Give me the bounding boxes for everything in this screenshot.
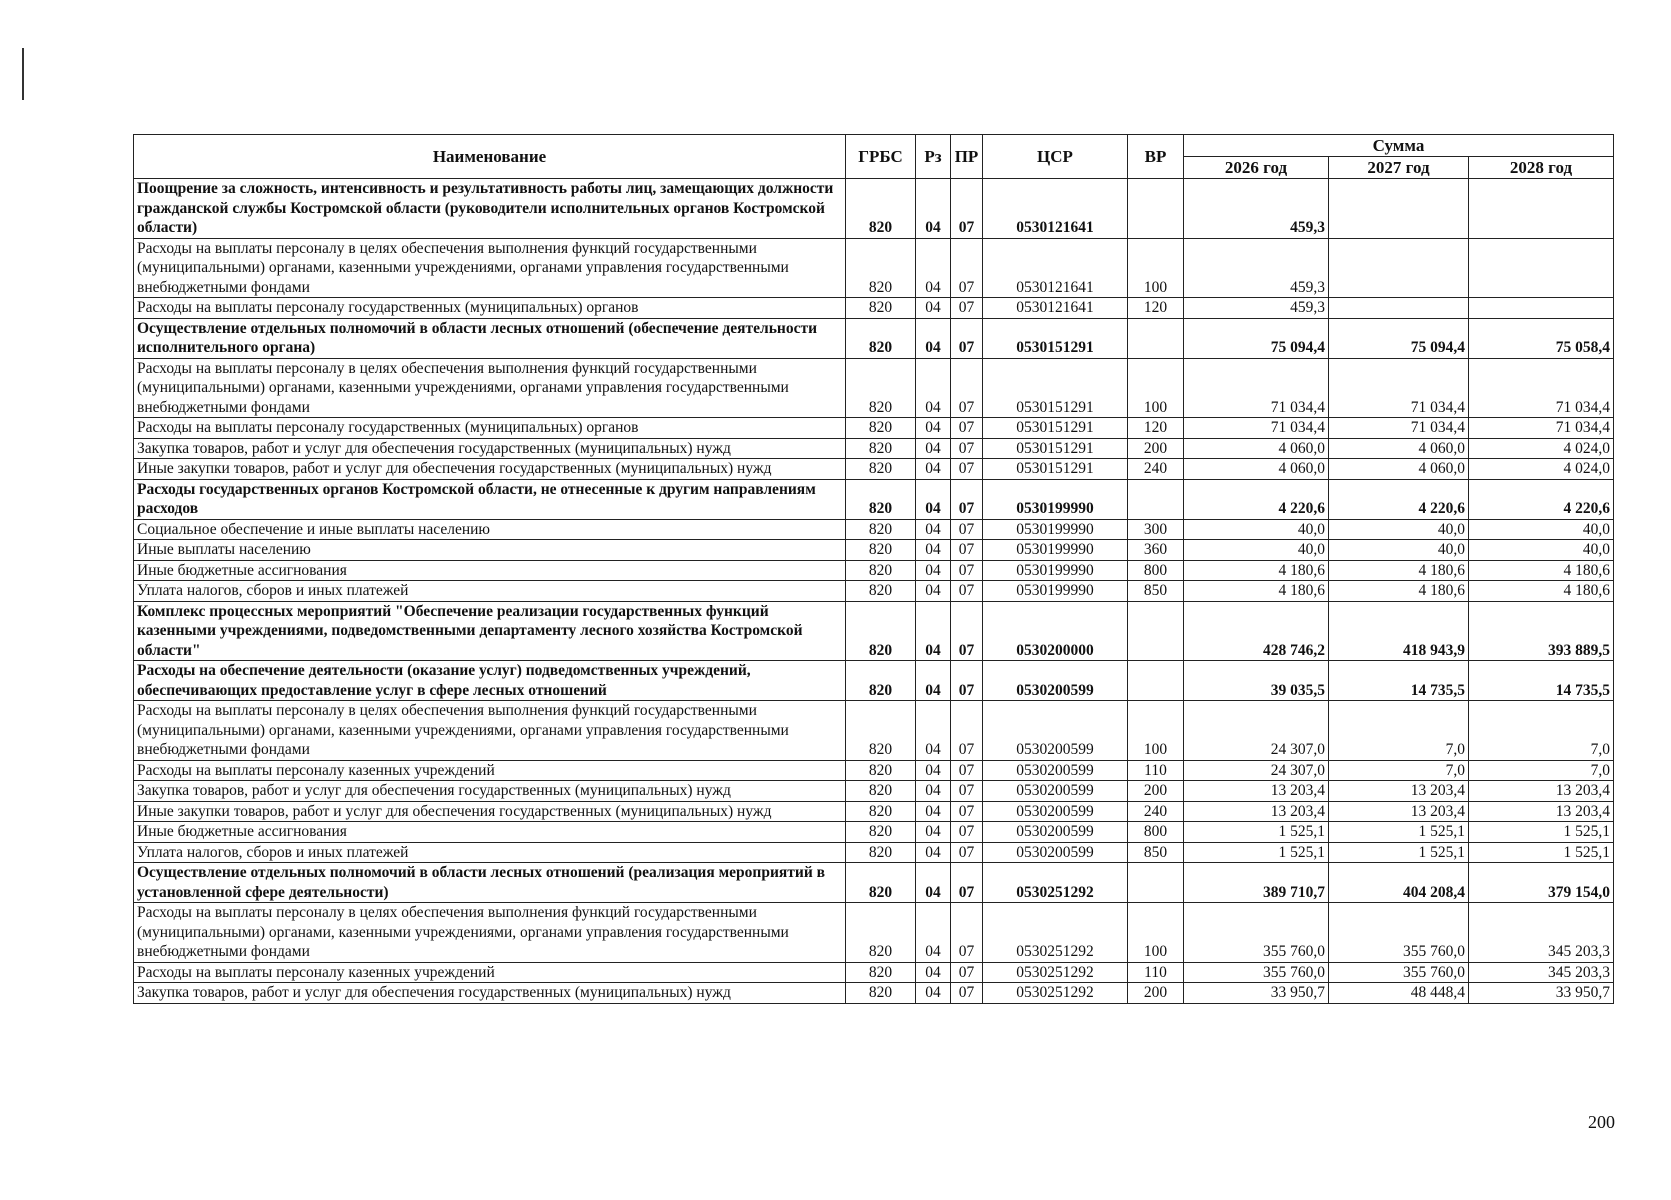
cell-sum-2027: 4 220,6 xyxy=(1329,479,1469,519)
cell-grbs: 820 xyxy=(846,760,916,781)
cell-rz: 04 xyxy=(916,781,951,802)
table-row xyxy=(134,842,1614,863)
cell-grbs: 820 xyxy=(846,601,916,661)
cell-sum-2026: 75 094,4 xyxy=(1184,318,1329,358)
header-year-2027: 2027 год xyxy=(1329,157,1469,179)
table-row xyxy=(134,781,1614,802)
cell-grbs: 820 xyxy=(846,318,916,358)
cell-sum-2027: 355 760,0 xyxy=(1329,962,1469,983)
cell-sum-2028: 13 203,4 xyxy=(1469,781,1614,802)
cell-sum-2027 xyxy=(1329,238,1469,298)
cell-sum-2026: 355 760,0 xyxy=(1184,962,1329,983)
cell-sum-2026: 71 034,4 xyxy=(1184,418,1329,439)
table-body xyxy=(134,179,1614,1004)
cell-vr: 100 xyxy=(1128,701,1184,761)
cell-sum-2027: 14 735,5 xyxy=(1329,661,1469,701)
table-row xyxy=(134,298,1614,319)
cell-csr: 0530251292 xyxy=(983,983,1128,1004)
cell-rz: 04 xyxy=(916,418,951,439)
cell-sum-2027: 71 034,4 xyxy=(1329,358,1469,418)
header-year-2026: 2026 год xyxy=(1184,157,1329,179)
cell-csr: 0530200599 xyxy=(983,801,1128,822)
cell-vr: 120 xyxy=(1128,298,1184,319)
table-row xyxy=(134,801,1614,822)
cell-csr: 0530121641 xyxy=(983,298,1128,319)
cell-grbs: 820 xyxy=(846,179,916,239)
cell-csr: 0530121641 xyxy=(983,179,1128,239)
cell-pr: 07 xyxy=(951,540,983,561)
cell-vr: 850 xyxy=(1128,842,1184,863)
cell-sum-2026: 24 307,0 xyxy=(1184,760,1329,781)
cell-pr: 07 xyxy=(951,418,983,439)
cell-vr xyxy=(1128,479,1184,519)
header-year-2028: 2028 год xyxy=(1469,157,1614,179)
cell-rz: 04 xyxy=(916,962,951,983)
cell-pr: 07 xyxy=(951,318,983,358)
table-row xyxy=(134,601,1614,661)
cell-grbs: 820 xyxy=(846,661,916,701)
table-row xyxy=(134,519,1614,540)
cell-sum-2028: 40,0 xyxy=(1469,519,1614,540)
cell-csr: 0530151291 xyxy=(983,418,1128,439)
cell-sum-2028: 393 889,5 xyxy=(1469,601,1614,661)
cell-sum-2026: 1 525,1 xyxy=(1184,822,1329,843)
header-rz: Рз xyxy=(916,135,951,179)
cell-sum-2027: 355 760,0 xyxy=(1329,903,1469,963)
cell-sum-2028: 4 220,6 xyxy=(1469,479,1614,519)
cell-rz: 04 xyxy=(916,581,951,602)
table-row xyxy=(134,760,1614,781)
table-row xyxy=(134,560,1614,581)
cell-csr: 0530199990 xyxy=(983,540,1128,561)
cell-sum-2027: 40,0 xyxy=(1329,519,1469,540)
cell-grbs: 820 xyxy=(846,903,916,963)
cell-sum-2027: 4 060,0 xyxy=(1329,438,1469,459)
cell-name: Иные выплаты населению xyxy=(134,540,846,561)
cell-name: Иные закупки товаров, работ и услуг для обеспечения государственных (муниципальных) нужд xyxy=(134,801,846,822)
cell-pr: 07 xyxy=(951,842,983,863)
cell-name: Закупка товаров, работ и услуг для обеспечения государственных (муниципальных) нужд xyxy=(134,781,846,802)
cell-name: Расходы на выплаты персоналу в целях обеспечения выполнения функций государственными (муниципальными) органами, казенными учреждениями, органами управления государственными внебюджетными фондами xyxy=(134,358,846,418)
table-row xyxy=(134,822,1614,843)
cell-vr: 100 xyxy=(1128,358,1184,418)
cell-sum-2026: 389 710,7 xyxy=(1184,863,1329,903)
cell-vr: 200 xyxy=(1128,438,1184,459)
cell-sum-2026: 40,0 xyxy=(1184,519,1329,540)
cell-sum-2026: 459,3 xyxy=(1184,238,1329,298)
cell-pr: 07 xyxy=(951,822,983,843)
cell-sum-2026: 24 307,0 xyxy=(1184,701,1329,761)
budget-table xyxy=(133,134,1614,1004)
cell-csr: 0530251292 xyxy=(983,962,1128,983)
header-grbs: ГРБС xyxy=(846,135,916,179)
cell-sum-2028: 7,0 xyxy=(1469,760,1614,781)
cell-rz: 04 xyxy=(916,760,951,781)
cell-csr: 0530121641 xyxy=(983,238,1128,298)
cell-vr: 800 xyxy=(1128,822,1184,843)
cell-vr: 800 xyxy=(1128,560,1184,581)
cell-sum-2028: 4 024,0 xyxy=(1469,459,1614,480)
cell-csr: 0530200000 xyxy=(983,601,1128,661)
cell-csr: 0530200599 xyxy=(983,701,1128,761)
table-row xyxy=(134,459,1614,480)
table-row xyxy=(134,238,1614,298)
cell-sum-2027 xyxy=(1329,179,1469,239)
cell-sum-2027: 7,0 xyxy=(1329,701,1469,761)
page-number: 200 xyxy=(1588,1112,1615,1132)
cell-sum-2027: 71 034,4 xyxy=(1329,418,1469,439)
cell-sum-2027: 404 208,4 xyxy=(1329,863,1469,903)
cell-rz: 04 xyxy=(916,298,951,319)
cell-csr: 0530151291 xyxy=(983,459,1128,480)
table-row xyxy=(134,661,1614,701)
cell-vr xyxy=(1128,661,1184,701)
cell-rz: 04 xyxy=(916,863,951,903)
table-row xyxy=(134,318,1614,358)
cell-pr: 07 xyxy=(951,903,983,963)
cell-sum-2026: 4 180,6 xyxy=(1184,560,1329,581)
cell-grbs: 820 xyxy=(846,479,916,519)
cell-sum-2026: 355 760,0 xyxy=(1184,903,1329,963)
cell-sum-2026: 13 203,4 xyxy=(1184,801,1329,822)
margin-mark xyxy=(22,48,24,100)
cell-sum-2027: 48 448,4 xyxy=(1329,983,1469,1004)
cell-name: Расходы на выплаты персоналу государственных (муниципальных) органов xyxy=(134,418,846,439)
cell-sum-2027: 13 203,4 xyxy=(1329,801,1469,822)
cell-grbs: 820 xyxy=(846,418,916,439)
cell-sum-2027: 4 180,6 xyxy=(1329,560,1469,581)
cell-vr: 100 xyxy=(1128,903,1184,963)
table-row xyxy=(134,540,1614,561)
cell-pr: 07 xyxy=(951,983,983,1004)
cell-sum-2027: 418 943,9 xyxy=(1329,601,1469,661)
cell-sum-2026: 71 034,4 xyxy=(1184,358,1329,418)
cell-sum-2026: 13 203,4 xyxy=(1184,781,1329,802)
cell-name: Осуществление отдельных полномочий в области лесных отношений (обеспечение деятельности исполнительного органа) xyxy=(134,318,846,358)
cell-sum-2026: 40,0 xyxy=(1184,540,1329,561)
cell-name: Осуществление отдельных полномочий в области лесных отношений (реализация мероприятий в установленной сфере деятельности) xyxy=(134,863,846,903)
cell-name: Расходы на выплаты персоналу казенных учреждений xyxy=(134,760,846,781)
cell-sum-2027: 40,0 xyxy=(1329,540,1469,561)
cell-sum-2028 xyxy=(1469,298,1614,319)
cell-csr: 0530200599 xyxy=(983,781,1128,802)
cell-name: Иные бюджетные ассигнования xyxy=(134,822,846,843)
cell-csr: 0530199990 xyxy=(983,479,1128,519)
cell-sum-2026: 4 220,6 xyxy=(1184,479,1329,519)
cell-rz: 04 xyxy=(916,479,951,519)
table-row xyxy=(134,479,1614,519)
header-name: Наименование xyxy=(134,135,846,179)
cell-pr: 07 xyxy=(951,801,983,822)
cell-sum-2026: 459,3 xyxy=(1184,298,1329,319)
cell-sum-2028 xyxy=(1469,238,1614,298)
cell-grbs: 820 xyxy=(846,560,916,581)
cell-grbs: 820 xyxy=(846,519,916,540)
cell-rz: 04 xyxy=(916,560,951,581)
header-sum: Сумма xyxy=(1184,135,1614,157)
cell-grbs: 820 xyxy=(846,701,916,761)
table-row xyxy=(134,983,1614,1004)
cell-sum-2028: 345 203,3 xyxy=(1469,903,1614,963)
cell-grbs: 820 xyxy=(846,459,916,480)
cell-sum-2026: 1 525,1 xyxy=(1184,842,1329,863)
table-row xyxy=(134,962,1614,983)
cell-name: Расходы на выплаты персоналу в целях обеспечения выполнения функций государственными (муниципальными) органами, казенными учреждениями, органами управления государственными внебюджетными фондами xyxy=(134,238,846,298)
cell-sum-2027 xyxy=(1329,298,1469,319)
cell-csr: 0530200599 xyxy=(983,822,1128,843)
cell-sum-2028: 1 525,1 xyxy=(1469,822,1614,843)
cell-vr: 110 xyxy=(1128,760,1184,781)
cell-grbs: 820 xyxy=(846,983,916,1004)
cell-csr: 0530199990 xyxy=(983,560,1128,581)
table-row xyxy=(134,903,1614,963)
cell-rz: 04 xyxy=(916,358,951,418)
table-row xyxy=(134,581,1614,602)
table-row xyxy=(134,358,1614,418)
cell-sum-2028: 345 203,3 xyxy=(1469,962,1614,983)
cell-name: Уплата налогов, сборов и иных платежей xyxy=(134,842,846,863)
cell-vr: 240 xyxy=(1128,459,1184,480)
cell-name: Расходы на обеспечение деятельности (оказание услуг) подведомственных учреждений, обеспечивающих предоставление услуг в сфере лесных отношений xyxy=(134,661,846,701)
cell-grbs: 820 xyxy=(846,842,916,863)
cell-csr: 0530200599 xyxy=(983,760,1128,781)
cell-rz: 04 xyxy=(916,459,951,480)
cell-rz: 04 xyxy=(916,661,951,701)
cell-name: Иные закупки товаров, работ и услуг для обеспечения государственных (муниципальных) нужд xyxy=(134,459,846,480)
cell-csr: 0530151291 xyxy=(983,358,1128,418)
cell-rz: 04 xyxy=(916,801,951,822)
cell-sum-2028: 4 180,6 xyxy=(1469,581,1614,602)
cell-grbs: 820 xyxy=(846,438,916,459)
cell-csr: 0530151291 xyxy=(983,438,1128,459)
cell-grbs: 820 xyxy=(846,298,916,319)
header-vr: ВР xyxy=(1128,135,1184,179)
cell-vr xyxy=(1128,318,1184,358)
cell-pr: 07 xyxy=(951,863,983,903)
cell-sum-2026: 4 060,0 xyxy=(1184,438,1329,459)
cell-rz: 04 xyxy=(916,701,951,761)
cell-rz: 04 xyxy=(916,903,951,963)
cell-name: Уплата налогов, сборов и иных платежей xyxy=(134,581,846,602)
cell-rz: 04 xyxy=(916,238,951,298)
cell-pr: 07 xyxy=(951,438,983,459)
cell-vr: 100 xyxy=(1128,238,1184,298)
cell-pr: 07 xyxy=(951,962,983,983)
cell-sum-2028: 33 950,7 xyxy=(1469,983,1614,1004)
cell-vr: 110 xyxy=(1128,962,1184,983)
cell-csr: 0530251292 xyxy=(983,903,1128,963)
cell-name: Расходы на выплаты персоналу государственных (муниципальных) органов xyxy=(134,298,846,319)
cell-name: Расходы на выплаты персоналу казенных учреждений xyxy=(134,962,846,983)
header-csr: ЦСР xyxy=(983,135,1128,179)
cell-rz: 04 xyxy=(916,540,951,561)
table-row xyxy=(134,701,1614,761)
cell-pr: 07 xyxy=(951,760,983,781)
cell-name: Расходы на выплаты персоналу в целях обеспечения выполнения функций государственными (муниципальными) органами, казенными учреждениями, органами управления государственными внебюджетными фондами xyxy=(134,701,846,761)
table-row xyxy=(134,179,1614,239)
cell-pr: 07 xyxy=(951,479,983,519)
cell-pr: 07 xyxy=(951,519,983,540)
cell-pr: 07 xyxy=(951,701,983,761)
cell-rz: 04 xyxy=(916,318,951,358)
cell-vr: 240 xyxy=(1128,801,1184,822)
cell-pr: 07 xyxy=(951,298,983,319)
cell-sum-2027: 1 525,1 xyxy=(1329,822,1469,843)
cell-name: Расходы государственных органов Костромской области, не отнесенные к другим направлениям расходов xyxy=(134,479,846,519)
cell-sum-2027: 4 060,0 xyxy=(1329,459,1469,480)
cell-rz: 04 xyxy=(916,601,951,661)
table-row xyxy=(134,863,1614,903)
cell-grbs: 820 xyxy=(846,540,916,561)
cell-rz: 04 xyxy=(916,822,951,843)
cell-sum-2028: 379 154,0 xyxy=(1469,863,1614,903)
header-pr: ПР xyxy=(951,135,983,179)
cell-pr: 07 xyxy=(951,179,983,239)
cell-sum-2027: 13 203,4 xyxy=(1329,781,1469,802)
table-row xyxy=(134,438,1614,459)
cell-csr: 0530151291 xyxy=(983,318,1128,358)
cell-grbs: 820 xyxy=(846,822,916,843)
cell-sum-2026: 33 950,7 xyxy=(1184,983,1329,1004)
cell-sum-2028: 13 203,4 xyxy=(1469,801,1614,822)
cell-name: Закупка товаров, работ и услуг для обеспечения государственных (муниципальных) нужд xyxy=(134,438,846,459)
cell-grbs: 820 xyxy=(846,581,916,602)
cell-csr: 0530200599 xyxy=(983,661,1128,701)
cell-sum-2026: 459,3 xyxy=(1184,179,1329,239)
cell-vr: 360 xyxy=(1128,540,1184,561)
cell-name: Закупка товаров, работ и услуг для обеспечения государственных (муниципальных) нужд xyxy=(134,983,846,1004)
cell-sum-2028: 71 034,4 xyxy=(1469,358,1614,418)
cell-pr: 07 xyxy=(951,560,983,581)
cell-vr: 200 xyxy=(1128,781,1184,802)
cell-rz: 04 xyxy=(916,519,951,540)
cell-sum-2028: 40,0 xyxy=(1469,540,1614,561)
cell-sum-2027: 75 094,4 xyxy=(1329,318,1469,358)
cell-sum-2026: 4 060,0 xyxy=(1184,459,1329,480)
cell-sum-2028: 75 058,4 xyxy=(1469,318,1614,358)
cell-grbs: 820 xyxy=(846,863,916,903)
cell-sum-2026: 4 180,6 xyxy=(1184,581,1329,602)
cell-pr: 07 xyxy=(951,358,983,418)
cell-name: Социальное обеспечение и иные выплаты населению xyxy=(134,519,846,540)
table-header xyxy=(134,135,1614,179)
cell-name: Расходы на выплаты персоналу в целях обеспечения выполнения функций государственными (муниципальными) органами, казенными учреждениями, органами управления государственными внебюджетными фондами xyxy=(134,903,846,963)
cell-sum-2027: 1 525,1 xyxy=(1329,842,1469,863)
cell-pr: 07 xyxy=(951,601,983,661)
cell-name: Иные бюджетные ассигнования xyxy=(134,560,846,581)
cell-pr: 07 xyxy=(951,581,983,602)
cell-sum-2027: 7,0 xyxy=(1329,760,1469,781)
cell-pr: 07 xyxy=(951,238,983,298)
cell-sum-2028: 4 180,6 xyxy=(1469,560,1614,581)
cell-grbs: 820 xyxy=(846,781,916,802)
cell-grbs: 820 xyxy=(846,962,916,983)
cell-grbs: 820 xyxy=(846,358,916,418)
cell-grbs: 820 xyxy=(846,801,916,822)
cell-sum-2028: 14 735,5 xyxy=(1469,661,1614,701)
cell-vr xyxy=(1128,179,1184,239)
cell-csr: 0530199990 xyxy=(983,519,1128,540)
cell-vr xyxy=(1128,863,1184,903)
cell-sum-2028: 7,0 xyxy=(1469,701,1614,761)
cell-pr: 07 xyxy=(951,661,983,701)
cell-csr: 0530199990 xyxy=(983,581,1128,602)
cell-sum-2027: 4 180,6 xyxy=(1329,581,1469,602)
cell-sum-2028: 71 034,4 xyxy=(1469,418,1614,439)
cell-rz: 04 xyxy=(916,983,951,1004)
cell-sum-2026: 428 746,2 xyxy=(1184,601,1329,661)
cell-grbs: 820 xyxy=(846,238,916,298)
table-row xyxy=(134,418,1614,439)
cell-sum-2028 xyxy=(1469,179,1614,239)
cell-name: Комплекс процессных мероприятий "Обеспечение реализации государственных функций казенными учреждениями, подведомственными департаменту лесного хозяйства Костромской области" xyxy=(134,601,846,661)
cell-pr: 07 xyxy=(951,459,983,480)
cell-vr: 120 xyxy=(1128,418,1184,439)
cell-rz: 04 xyxy=(916,842,951,863)
cell-vr: 850 xyxy=(1128,581,1184,602)
cell-sum-2028: 1 525,1 xyxy=(1469,842,1614,863)
cell-csr: 0530251292 xyxy=(983,863,1128,903)
cell-sum-2026: 39 035,5 xyxy=(1184,661,1329,701)
cell-csr: 0530200599 xyxy=(983,842,1128,863)
cell-rz: 04 xyxy=(916,179,951,239)
cell-rz: 04 xyxy=(916,438,951,459)
cell-vr: 200 xyxy=(1128,983,1184,1004)
cell-sum-2028: 4 024,0 xyxy=(1469,438,1614,459)
cell-vr: 300 xyxy=(1128,519,1184,540)
cell-vr xyxy=(1128,601,1184,661)
cell-name: Поощрение за сложность, интенсивность и результативность работы лиц, замещающих должности гражданской службы Костромской области (руководители исполнительных органов Костромской области) xyxy=(134,179,846,239)
cell-pr: 07 xyxy=(951,781,983,802)
